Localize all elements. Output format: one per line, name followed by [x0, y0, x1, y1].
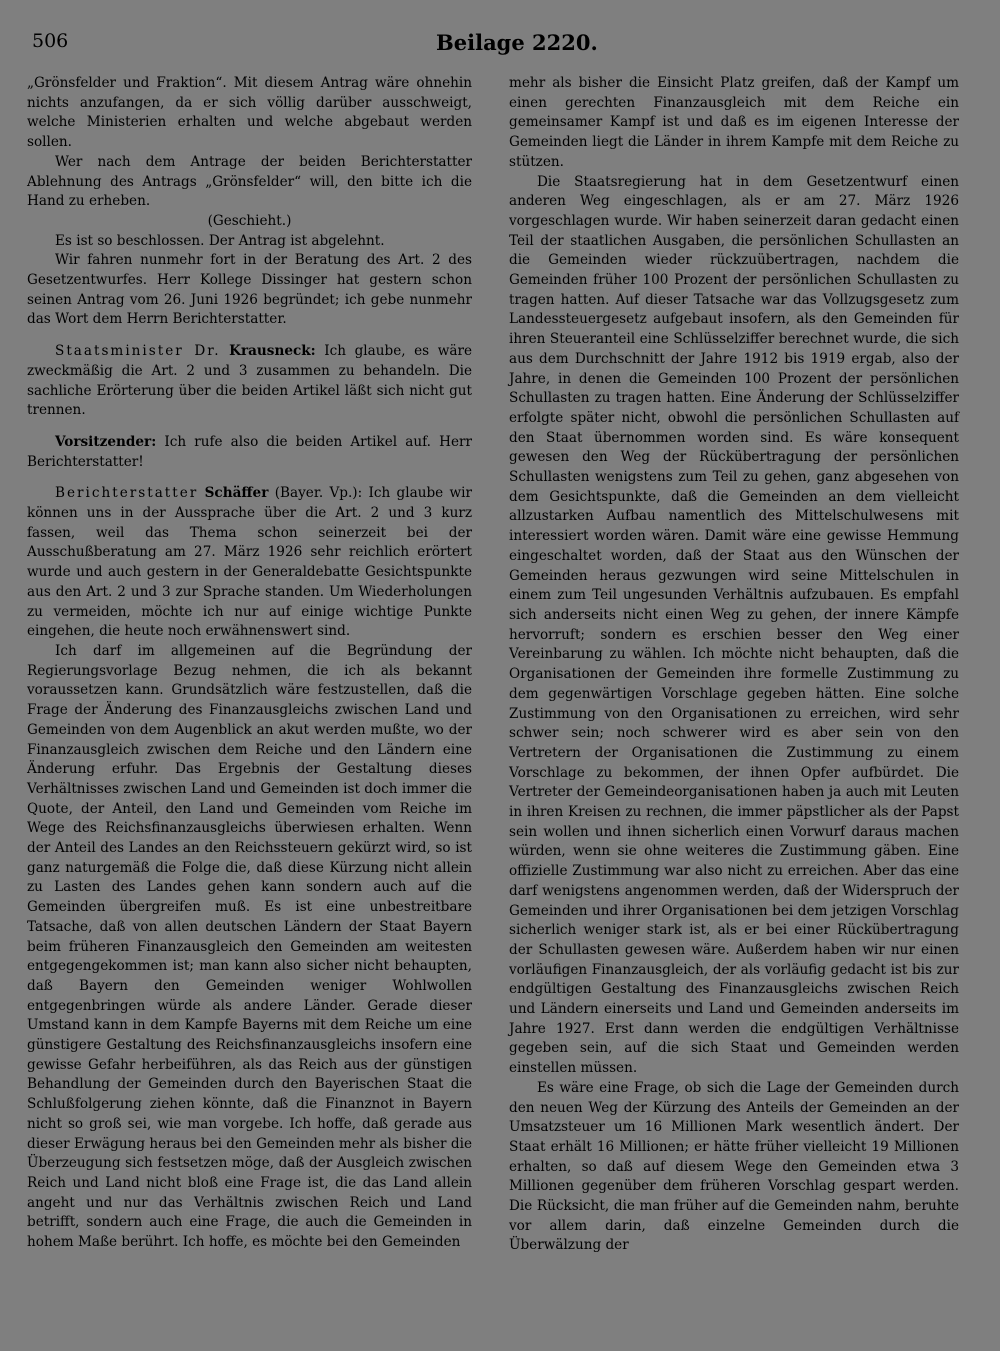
paragraph: Ich darf im allgemeinen auf die Begründung der Regierungsvorlage Bezug nehmen, die ich als bekannt voraussetzen kann. Grundsätzlich wäre festzustellen, daß die Frage der Änderung des Finanzausgleichs zwischen Land und Gemeinden von dem Augenblick an akut werden mußte, wo der Finanzausgleich zwischen dem Reiche und den Ländern eine Änderung erfuhr. Das Ergebnis der Gestaltung dieses Verhältnisses zwischen Land und Gemeinden ist doch immer die Quote, der Anteil, den Land und Gemeinden vom Reiche im Wege des Reichsfinanzausgleichs überwiesen erhalten. Wenn der Anteil des Landes an den Reichssteuern gekürzt wird, so ist ganz naturgemäß die Folge die, daß diese Kürzung nicht allein zu Lasten des Landes gehen kann sondern auch auf die Gemeinden übergreifen muß. Es ist eine unbestreitbare Tatsache, daß von allen deutschen Ländern der Staat Bayern beim früheren Finanzausgleich den Gemeinden am weitesten entgegengekommen ist; man kann also sicher nicht behaupten, daß Bayern den Gemeinden weniger Wohlwollen entgegenbringen würde als andere Länder. Gerade dieser Umstand kann in dem Kampfe Bayerns mit dem Reiche um eine günstigere Gestaltung des Reichsfinanzausgleichs insofern eine gewisse Gefahr herbeiführen, als das Reich aus der günstigen Behandlung der Gemeinden durch den Bayerischen Staat die Schlußfolgerung ziehen könnte, daß die Finanznot in Bayern nicht so groß sei, wie man vorgebe. Ich hoffe, daß gerade aus dieser Erwägung heraus bei den Gemeinden mehr als bisher die Überzeugung sich festsetzen möge, daß der Ausgleich zwischen Reich und Land nicht bloß eine Frage ist, die das Land allein angeht und nur das Verhältnis zwischen Reich und Land betrifft, sondern auch eine Frage, die auch die Gemeinden in hohem Maße berührt. Ich hoffe, es möchte bei den Gemeinden: [27, 642, 472, 1251]
paragraph: „Grönsfelder und Fraktion“. Mit diesem Antrag wäre ohnehin nichts anzufangen, da er sich völlig darüber ausschweigt, welche Ministerien erhalten und welche abgebaut werden sollen.: [27, 75, 472, 151]
speech-text: Ich rufe also die beiden Artikel auf. Herr Berichterstatter!: [27, 433, 473, 470]
page-number: 506: [32, 30, 69, 52]
speaker-paragraph: [27, 484, 472, 642]
speech-text: Ich glaube, es wäre zweckmäßig die Art. 2 und 3 zusammen zu behandeln. Die sachliche Erörterung über die beiden Artikel läßt sich nicht gut trennen.: [27, 343, 473, 419]
speaker-role: Staatsminister Dr.: [55, 343, 221, 360]
speaker-paragraph: [27, 433, 472, 472]
paragraph: (Geschieht.): [207, 212, 292, 229]
paragraph: Es ist so beschlossen. Der Antrag ist abgelehnt.: [55, 232, 385, 249]
paragraph: Die Staatsregierung hat in dem Gesetzentwurf einen anderen Weg eingeschlagen, als er am 27. März 1926 vorgeschlagen wurde. Wir haben seinerzeit daran gedacht einen Teil der staatlichen Ausgaben, die persönlichen Schullasten an die Gemeinden wieder rückzuübertragen, nachdem die Gemeinden früher 100 Prozent der persönlichen Schullasten zu tragen hatten. Auf dieser Tatsache war das Vollzugsgesetz zum Landessteuergesetz aufgebaut insofern, als den Gemeinden für ihren Steueranteil eine Schlüsselziffer berechnet wurde, die sich aus dem Durchschnitt der Jahre 1912 bis 1919 ergab, also der Jahre, in denen die Gemeinden 100 Prozent der persönlichen Schullasten zu tragen hatten. Eine Änderung der Schlüsselziffer erfolgte später nicht, obwohl die persönlichen Schullasten auf den Staat übernommen worden sind. Es wäre konsequent gewesen den Weg der Rückübertragung der persönlichen Schullasten wenigstens zum Teil zu gehen, ganz abgesehen von dem Gesichtspunkte, daß die Gemeinden an dem vielleicht allzustarken Aufbau namentlich des Mittelschulwesens mit interessiert worden wären. Damit wäre eine gewisse Hemmung eingeschaltet worden, daß der Staat aus den Wünschen der Gemeinden heraus gezwungen wird seine Mittelschulen in einem zum Teil ungesunden Verhältnis aufzubauen. Es empfahl sich anderseits nicht einen Weg zu gehen, der innere Kämpfe hervorruft; sondern es erschien besser den Weg einer Vereinbarung zu wählen. Ich möchte nicht behaupten, daß die Organisationen der Gemeinden ihre formelle Zustimmung zu dem gegenwärtigen Vorschlage gegeben hätten. Eine solche Zustimmung von den Organisationen zu erreichen, wird sehr schwer sein; noch schwerer wird es aber sein von den Vertretern der Organisationen die Zustimmung zu einem Vorschlage zu bekommen, der ihnen Opfer aufbürdet. Die Vertreter der Gemeindeorganisationen haben ja auch mit Leuten in ihren Kreisen zu rechnen, die immer päpstlicher als der Papst sein wollen und ihnen sicherlich einen Vorwurf daraus machen würden, wenn sie ohne weiteres die Zustimmung gäben. Eine offizielle Zustimmung war also nicht zu erreichen. Aber das eine darf wenigstens angenommen werden, daß der Widerspruch der Gemeinden und ihrer Organisationen bei dem jetzigen Vorschlag sicherlich weniger stark ist, als er bei einer Rückübertragung der Schullasten gewesen wäre. Außerdem haben wir nur einen vorläufigen Finanzausgleich, der als vorläufig gedacht ist bis zur endgültigen Gestaltung des Finanzausgleichs zwischen Reich und Ländern einerseits und Land und Gemeinden anderseits im Jahre 1927. Erst dann werden die endgültigen Verhältnisse gegeben sein, auf die sich Staat und Gemeinden werden einstellen müssen.: [509, 173, 959, 1077]
speaker-paragraph: [27, 342, 472, 421]
speaker-name: Vorsitzender:: [55, 433, 157, 450]
left-column: [27, 74, 472, 1253]
speaker-name: Krausneck:: [229, 343, 316, 360]
paragraph: Es wäre eine Frage, ob sich die Lage der Gemeinden durch den neuen Weg der Kürzung des Anteils der Gemeinden an der Umsatzsteuer um 16 Millionen Mark wesentlich ändert. Der Staat erhält 16 Millionen; er hätte früher vielleicht 19 Millionen erhalten, so daß auf diesem Wege den Gemeinden etwa 3 Millionen gegenüber dem früheren Vorschlag gespart werden. Die Rücksicht, die man früher auf die Gemeinden nahm, beruhte vor allem darin, daß einzelne Gemeinden durch die Überwälzung der: [509, 1079, 959, 1254]
running-head: Beilage 2220.: [436, 30, 598, 55]
speech-text: (Bayer. Vp.): Ich glaube wir können uns in der Aussprache über die Art. 2 und 3 kurz fassen, weil das Thema schon seinerzeit bei der Ausschußberatung am 27. März 1926 sehr reichlich erörtert wurde und auch gestern in der Generaldebatte Gesichtspunkte aus den Art. 2 und 3 zur Sprache standen. Um Wiederholungen zu vermeiden, möchte ich nur auf einige wichtige Punkte eingehen, die heute noch erwähnenswert sind.: [27, 485, 473, 640]
right-column: [509, 74, 959, 1256]
paragraph: Wir fahren nunmehr fort in der Beratung des Art. 2 des Gesetzentwurfes. Herr Kollege Dissinger hat gestern schon seinen Antrag vom 26. Juni 1926 begründet; ich gebe nunmehr das Wort dem Herrn Berichterstatter.: [27, 252, 472, 328]
speaker-name: Schäffer: [204, 485, 269, 502]
paragraph: Wer nach dem Antrage der beiden Berichterstatter Ablehnung des Antrags „Grönsfelder“ will, den bitte ich die Hand zu erheben.: [27, 153, 472, 210]
paragraph: mehr als bisher die Einsicht Platz greifen, daß der Kampf um einen gerechten Finanzausgleich mit dem Reiche ein gemeinsamer Kampf ist und daß es im eigenen Interesse der Gemeinden liegt die Länder in ihrem Kampfe mit dem Reiche zu stützen.: [509, 75, 959, 170]
speaker-role: Berichterstatter: [55, 485, 199, 502]
